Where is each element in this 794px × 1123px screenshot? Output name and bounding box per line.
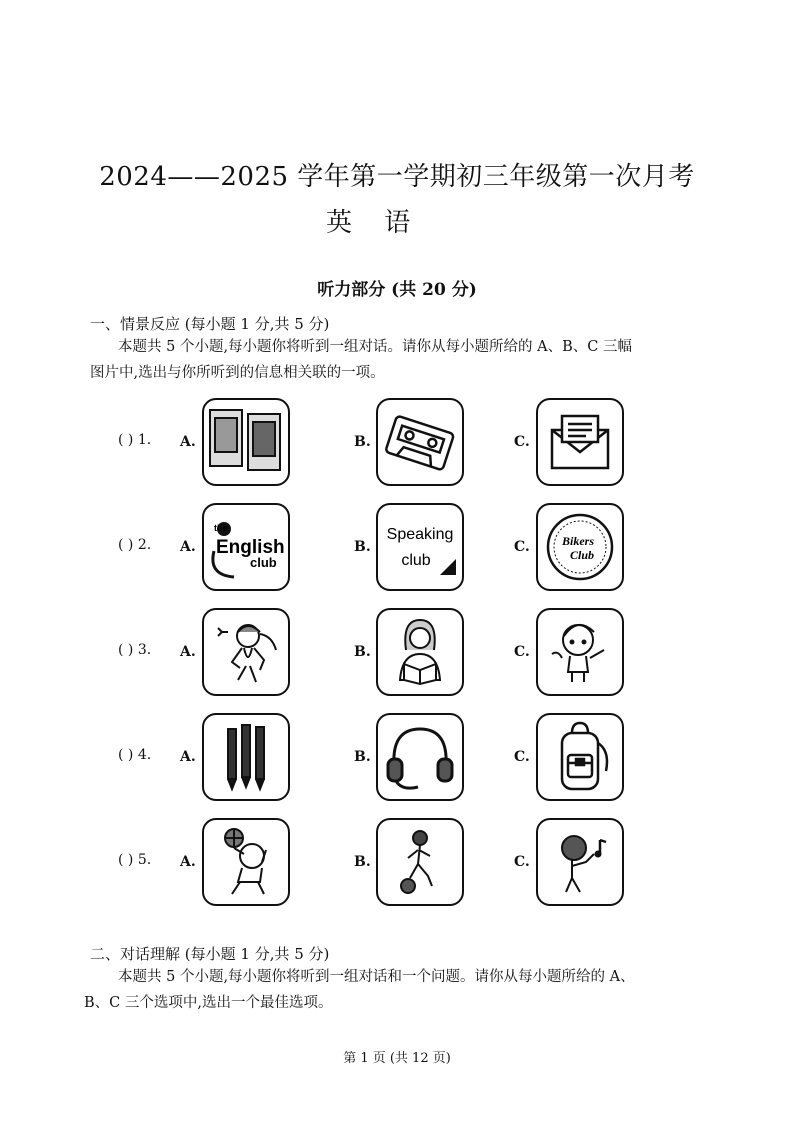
option-letter: A. bbox=[180, 749, 196, 765]
backpack-icon bbox=[536, 713, 624, 801]
logo-text-bikers: Bikers bbox=[561, 534, 595, 548]
posters-icon bbox=[202, 398, 290, 486]
option-letter: C. bbox=[514, 434, 530, 450]
headphones-icon bbox=[376, 713, 464, 801]
cassette-tape-icon bbox=[376, 398, 464, 486]
section1-instructions bbox=[90, 334, 710, 386]
logo-text-english: English bbox=[216, 537, 285, 558]
section2-instructions-line2: B、C 三个选项中,选出一个最佳选项。 bbox=[84, 995, 333, 1011]
question-row-2 bbox=[118, 503, 718, 595]
question-label: ( ) 3. bbox=[118, 642, 152, 658]
question-row-4 bbox=[118, 713, 718, 805]
option-letter: B. bbox=[354, 434, 371, 450]
option-letter: C. bbox=[514, 749, 530, 765]
envelope-letter-icon bbox=[536, 398, 624, 486]
girl-painting-icon bbox=[536, 608, 624, 696]
part-title: 听力部分 (共 20 分) bbox=[317, 280, 477, 300]
speaking-club-logo bbox=[376, 503, 464, 591]
exam-title: 2024——2025 学年第一学期初三年级第一次月考 bbox=[99, 162, 695, 192]
boy-basketball-icon bbox=[202, 818, 290, 906]
girl-dancing-icon bbox=[202, 608, 290, 696]
page-footer: 第 1 页 (共 12 页) bbox=[343, 1051, 451, 1066]
section2-instructions bbox=[84, 964, 724, 1016]
bikers-club-logo bbox=[536, 503, 624, 591]
option-letter: C. bbox=[514, 644, 530, 660]
question-row-5 bbox=[118, 818, 718, 910]
section2-instructions-line1: 本题共 5 个小题,每小题你将听到一组对话和一个问题。请你从每小题所给的 A、 bbox=[118, 969, 635, 985]
boy-singing-icon bbox=[536, 818, 624, 906]
section1-heading: 一、情景反应 (每小题 1 分,共 5 分) bbox=[90, 315, 330, 333]
question-label: ( ) 4. bbox=[118, 747, 152, 763]
logo-text-club: Club bbox=[569, 548, 595, 562]
option-letter: A. bbox=[180, 854, 196, 870]
section1-instructions-line2: 图片中,选出与你所听到的信息相关联的一项。 bbox=[90, 365, 385, 381]
option-letter: B. bbox=[354, 539, 371, 555]
boy-football-icon bbox=[376, 818, 464, 906]
option-letter: B. bbox=[354, 749, 371, 765]
section1-instructions-line1: 本题共 5 个小题,每小题你将听到一组对话。请你从每小题所给的 A、B、C 三幅 bbox=[118, 339, 632, 355]
pens-icon bbox=[202, 713, 290, 801]
question-row-1 bbox=[118, 398, 718, 490]
girl-reading-icon bbox=[376, 608, 464, 696]
option-letter: A. bbox=[180, 434, 196, 450]
option-letter: B. bbox=[354, 854, 371, 870]
section2-heading: 二、对话理解 (每小题 1 分,共 5 分) bbox=[90, 945, 330, 963]
logo-text-the: the bbox=[214, 523, 228, 533]
logo-text-club: club bbox=[401, 552, 431, 569]
question-row-3 bbox=[118, 608, 718, 700]
english-club-logo bbox=[202, 503, 290, 591]
question-label: ( ) 5. bbox=[118, 852, 152, 868]
option-letter: A. bbox=[180, 644, 196, 660]
option-letter: A. bbox=[180, 539, 196, 555]
question-label: ( ) 1. bbox=[118, 432, 152, 448]
option-letter: B. bbox=[354, 644, 371, 660]
logo-text-speaking: Speaking bbox=[386, 526, 454, 543]
logo-text-club: club bbox=[250, 555, 277, 570]
option-letter: C. bbox=[514, 539, 530, 555]
option-letter: C. bbox=[514, 854, 530, 870]
subject-title: 英 语 bbox=[326, 208, 423, 238]
question-label: ( ) 2. bbox=[118, 537, 152, 553]
